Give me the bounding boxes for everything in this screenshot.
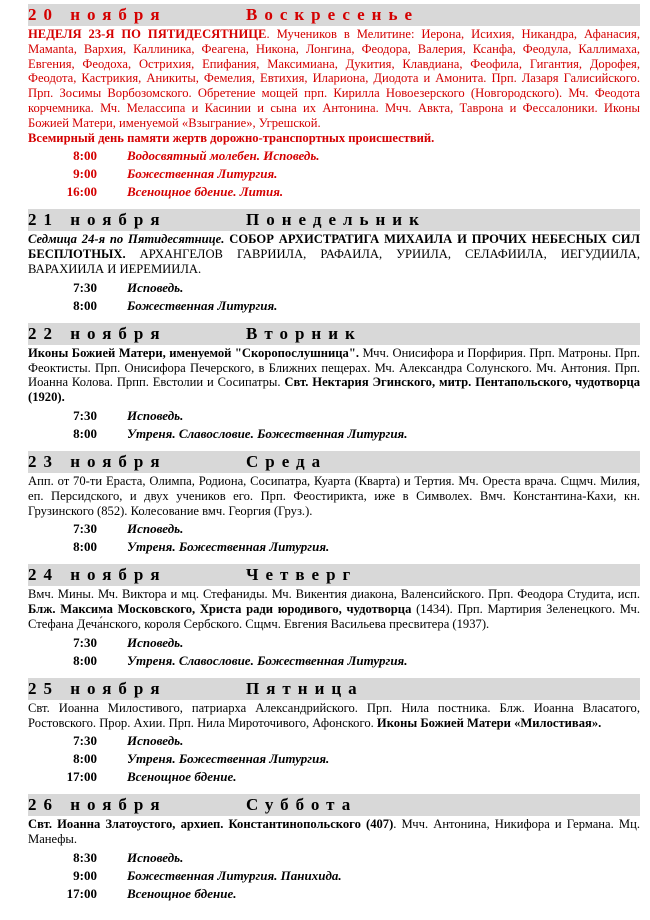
day-section <box>28 451 640 556</box>
service-row <box>28 768 640 786</box>
day-description <box>28 701 640 731</box>
service-name: Исповедь. <box>127 521 184 537</box>
service-row <box>28 165 640 183</box>
service-time: 8:00 <box>73 751 97 767</box>
service-list <box>28 147 640 201</box>
day-date: 26 ноября <box>28 795 167 815</box>
day-weekday: Понедельник <box>246 210 426 230</box>
day-date: 22 ноября <box>28 323 167 343</box>
bold-text: Иконы Божией Матери «Милостивая». <box>376 715 602 730</box>
service-list <box>28 849 640 903</box>
plain-text: (1434). Прп. Мартирия Зеленецкого. Мч. Стефана Деча́нского, короля Сербского. Сщмч. Евгения Васильева пресвитера (1937). <box>28 602 640 631</box>
service-row <box>28 885 640 903</box>
day-header <box>28 451 640 473</box>
day-description <box>28 474 640 518</box>
service-row <box>28 147 640 165</box>
service-name: Исповедь. <box>127 733 184 749</box>
bold-text: Блж. Максима Московского, Христа ради юродивого, чудотворца <box>28 602 412 617</box>
plain-text: Апп. от 70-ти Ераста, Олимпа, Родиона, Сосипатра, Куарта (Кварта) и Тертия. Мч. Ореста врача. Сщмч. Милия, еп. Персидского, и двух учеников его. Прп. Феостирикта, иже в Символех. Вмч. Константина-Кахи, кн. Грузинского (852). Колесование вмч. Георгия (Груз.). <box>28 473 640 518</box>
service-row <box>28 407 640 425</box>
service-list <box>28 407 640 443</box>
day-weekday: Среда <box>246 451 328 471</box>
service-name: Всенощное бдение. <box>127 769 237 785</box>
service-row <box>28 750 640 768</box>
day-description <box>28 232 640 276</box>
day-section <box>28 323 640 443</box>
service-time: 7:30 <box>73 733 97 749</box>
service-time: 8:00 <box>73 539 97 555</box>
day-section <box>28 4 640 201</box>
bold-text: Свт. Иоанна Златоустого, архиеп. Константинопольского (407) <box>28 817 394 832</box>
day-weekday: Воскресенье <box>246 5 420 24</box>
service-row <box>28 297 640 315</box>
service-time: 7:30 <box>73 521 97 537</box>
service-name: Утреня. Славословие. Божественная Литургия. <box>127 652 408 668</box>
service-time: 16:00 <box>66 184 97 200</box>
bold-text: СОБОР АРХИСТРАТИГА МИХАИЛА И ПРОЧИХ НЕБЕСНЫХ СИЛ БЕСПЛОТНЫХ. <box>28 232 640 262</box>
bold-text: Свт. Нектария Эгинского, митр. Пентапольского, чудотворца (1920). <box>28 375 641 405</box>
service-list <box>28 520 640 556</box>
day-description <box>28 346 640 405</box>
service-name: Божественная Литургия. Панихида. <box>127 867 342 883</box>
day-section <box>28 794 640 903</box>
service-name: Всенощное бдение. <box>127 885 237 901</box>
service-list <box>28 732 640 786</box>
service-time: 7:30 <box>73 279 97 295</box>
service-time: 8:30 <box>73 849 97 865</box>
day-header <box>28 794 640 816</box>
service-row <box>28 183 640 201</box>
service-name: Утреня. Божественная Литургия. <box>127 539 330 555</box>
service-time: 9:00 <box>73 867 97 883</box>
service-name: Исповедь. <box>127 849 184 865</box>
service-time: 8:00 <box>73 148 97 164</box>
day-header <box>28 323 640 345</box>
day-header <box>28 678 640 700</box>
plain-text: . Мучеников в Мелитине: Иерона, Исихия, Никандра, Афанасия, Мамanta, Вархия, Каллиника, Феагена, Никона, Лонгина, Феодора, Валерия, Ксанфа, Феодула, Каллимаха, Евгения, Феодоха, Острихия, Епифания, Максимиана, Дукития, Клавдиана, Феофила, Гигантия, Дорофея, Феодота, Кастрикия, Аникиты, Фемелия, Евтихия, Илариона, Диодота и Амонита. Прп. Лазаря Галисийского. Прп. Зосимы Ворбозомского. Обретение мощей прп. Кирилла Новоезерского (Новгородского). Мч. Феодота корчемника. Мч. Мелассипа и Касинии и сына их Антонина. Мчч. Авкта, Таврона и Фессалоники. Иконы Божией Матери, именуемой «Взыграние», Угрешской. <box>28 27 640 130</box>
day-weekday: Пятница <box>246 678 364 698</box>
service-time: 8:00 <box>73 425 97 441</box>
service-list <box>28 279 640 315</box>
day-header <box>28 564 640 586</box>
day-date: 23 ноября <box>28 451 167 471</box>
service-row <box>28 634 640 652</box>
day-header <box>28 4 640 26</box>
service-time: 9:00 <box>73 166 97 182</box>
day-description <box>28 587 640 631</box>
service-row <box>28 520 640 538</box>
day-section <box>28 678 640 787</box>
service-name: Утреня. Славословие. Божественная Литургия. <box>127 425 408 441</box>
service-name: Исповедь. <box>127 407 184 423</box>
day-date: 24 ноября <box>28 565 167 585</box>
service-name: Утреня. Божественная Литургия. <box>127 751 330 767</box>
plain-text: АРХАНГЕЛОВ ГАВРИИЛА, РАФАИЛА, УРИИЛА, СЕЛАФИИЛА, ИЕГУДИИЛА, ВАРАХИИЛА И ИЕРЕМИИЛА. <box>28 247 640 276</box>
service-name: Всенощное бдение. Лития. <box>127 184 284 200</box>
service-row <box>28 425 640 443</box>
bold-text: Иконы Божией Матери, именуемой "Скоропослушница". <box>28 345 359 360</box>
service-row <box>28 652 640 670</box>
day-weekday: Вторник <box>246 323 362 343</box>
day-header <box>28 209 640 231</box>
service-name: Исповедь. <box>127 634 184 650</box>
day-section <box>28 209 640 314</box>
service-name: Божественная Литургия. <box>127 166 278 182</box>
service-row <box>28 279 640 297</box>
service-name: Исповедь. <box>127 279 184 295</box>
service-row <box>28 867 640 885</box>
day-description <box>28 817 640 847</box>
day-section <box>28 564 640 669</box>
service-time: 17:00 <box>66 769 97 785</box>
day-date: 20 ноября <box>28 5 167 24</box>
service-row <box>28 849 640 867</box>
service-list <box>28 634 640 670</box>
service-time: 8:00 <box>73 297 97 313</box>
plain-text: . Мчч. Антонина, Никифора и Германа. Мц. Манефы. <box>28 817 640 847</box>
plain-text: Мчч. Онисифора и Порфирия. Прп. Матроны. Прп. Феоктисты. Прп. Онисифора Печерского, в Ближних пещерах. Мч. Александра Солунского. Мч. Антония. Прп. Иоанна Колова. Прпп. Евстолии и Сосипатры. <box>28 345 640 390</box>
day-date: 25 ноября <box>28 678 167 698</box>
service-time: 8:00 <box>73 652 97 668</box>
service-time: 7:30 <box>73 634 97 650</box>
bold-text: Всемирный день памяти жертв дорожно-транспортных происшествий. <box>28 130 435 145</box>
service-time: 17:00 <box>66 885 97 901</box>
service-time: 7:30 <box>73 407 97 423</box>
service-row <box>28 732 640 750</box>
day-weekday: Четверг <box>246 565 358 585</box>
day-description <box>28 27 640 145</box>
bold-text: НЕДЕЛЯ 23-Я ПО ПЯТИДЕСЯТНИЦЕ <box>28 27 267 41</box>
plain-text: Свт. Иоанна Милостивого, патриарха Александрийского. Прп. Нила постника. Блж. Иоанна Власатого, Ростовского. Прор. Ахии. Прп. Нила Мироточивого, Афонского. <box>28 700 640 730</box>
service-row <box>28 538 640 556</box>
service-name: Водосвятный молебен. Исповедь. <box>127 148 320 164</box>
service-name: Божественная Литургия. <box>127 297 278 313</box>
plain-text: Вмч. Мины. Мч. Виктора и мц. Стефаниды. Мч. Викентия диакона, Валенсийского. Прп. Феодора Студита, исп. <box>28 587 640 602</box>
day-weekday: Суббота <box>246 795 358 815</box>
bold-italic-text: Седмица 24-я по Пятидесятнице. <box>28 232 225 247</box>
day-date: 21 ноября <box>28 210 167 230</box>
